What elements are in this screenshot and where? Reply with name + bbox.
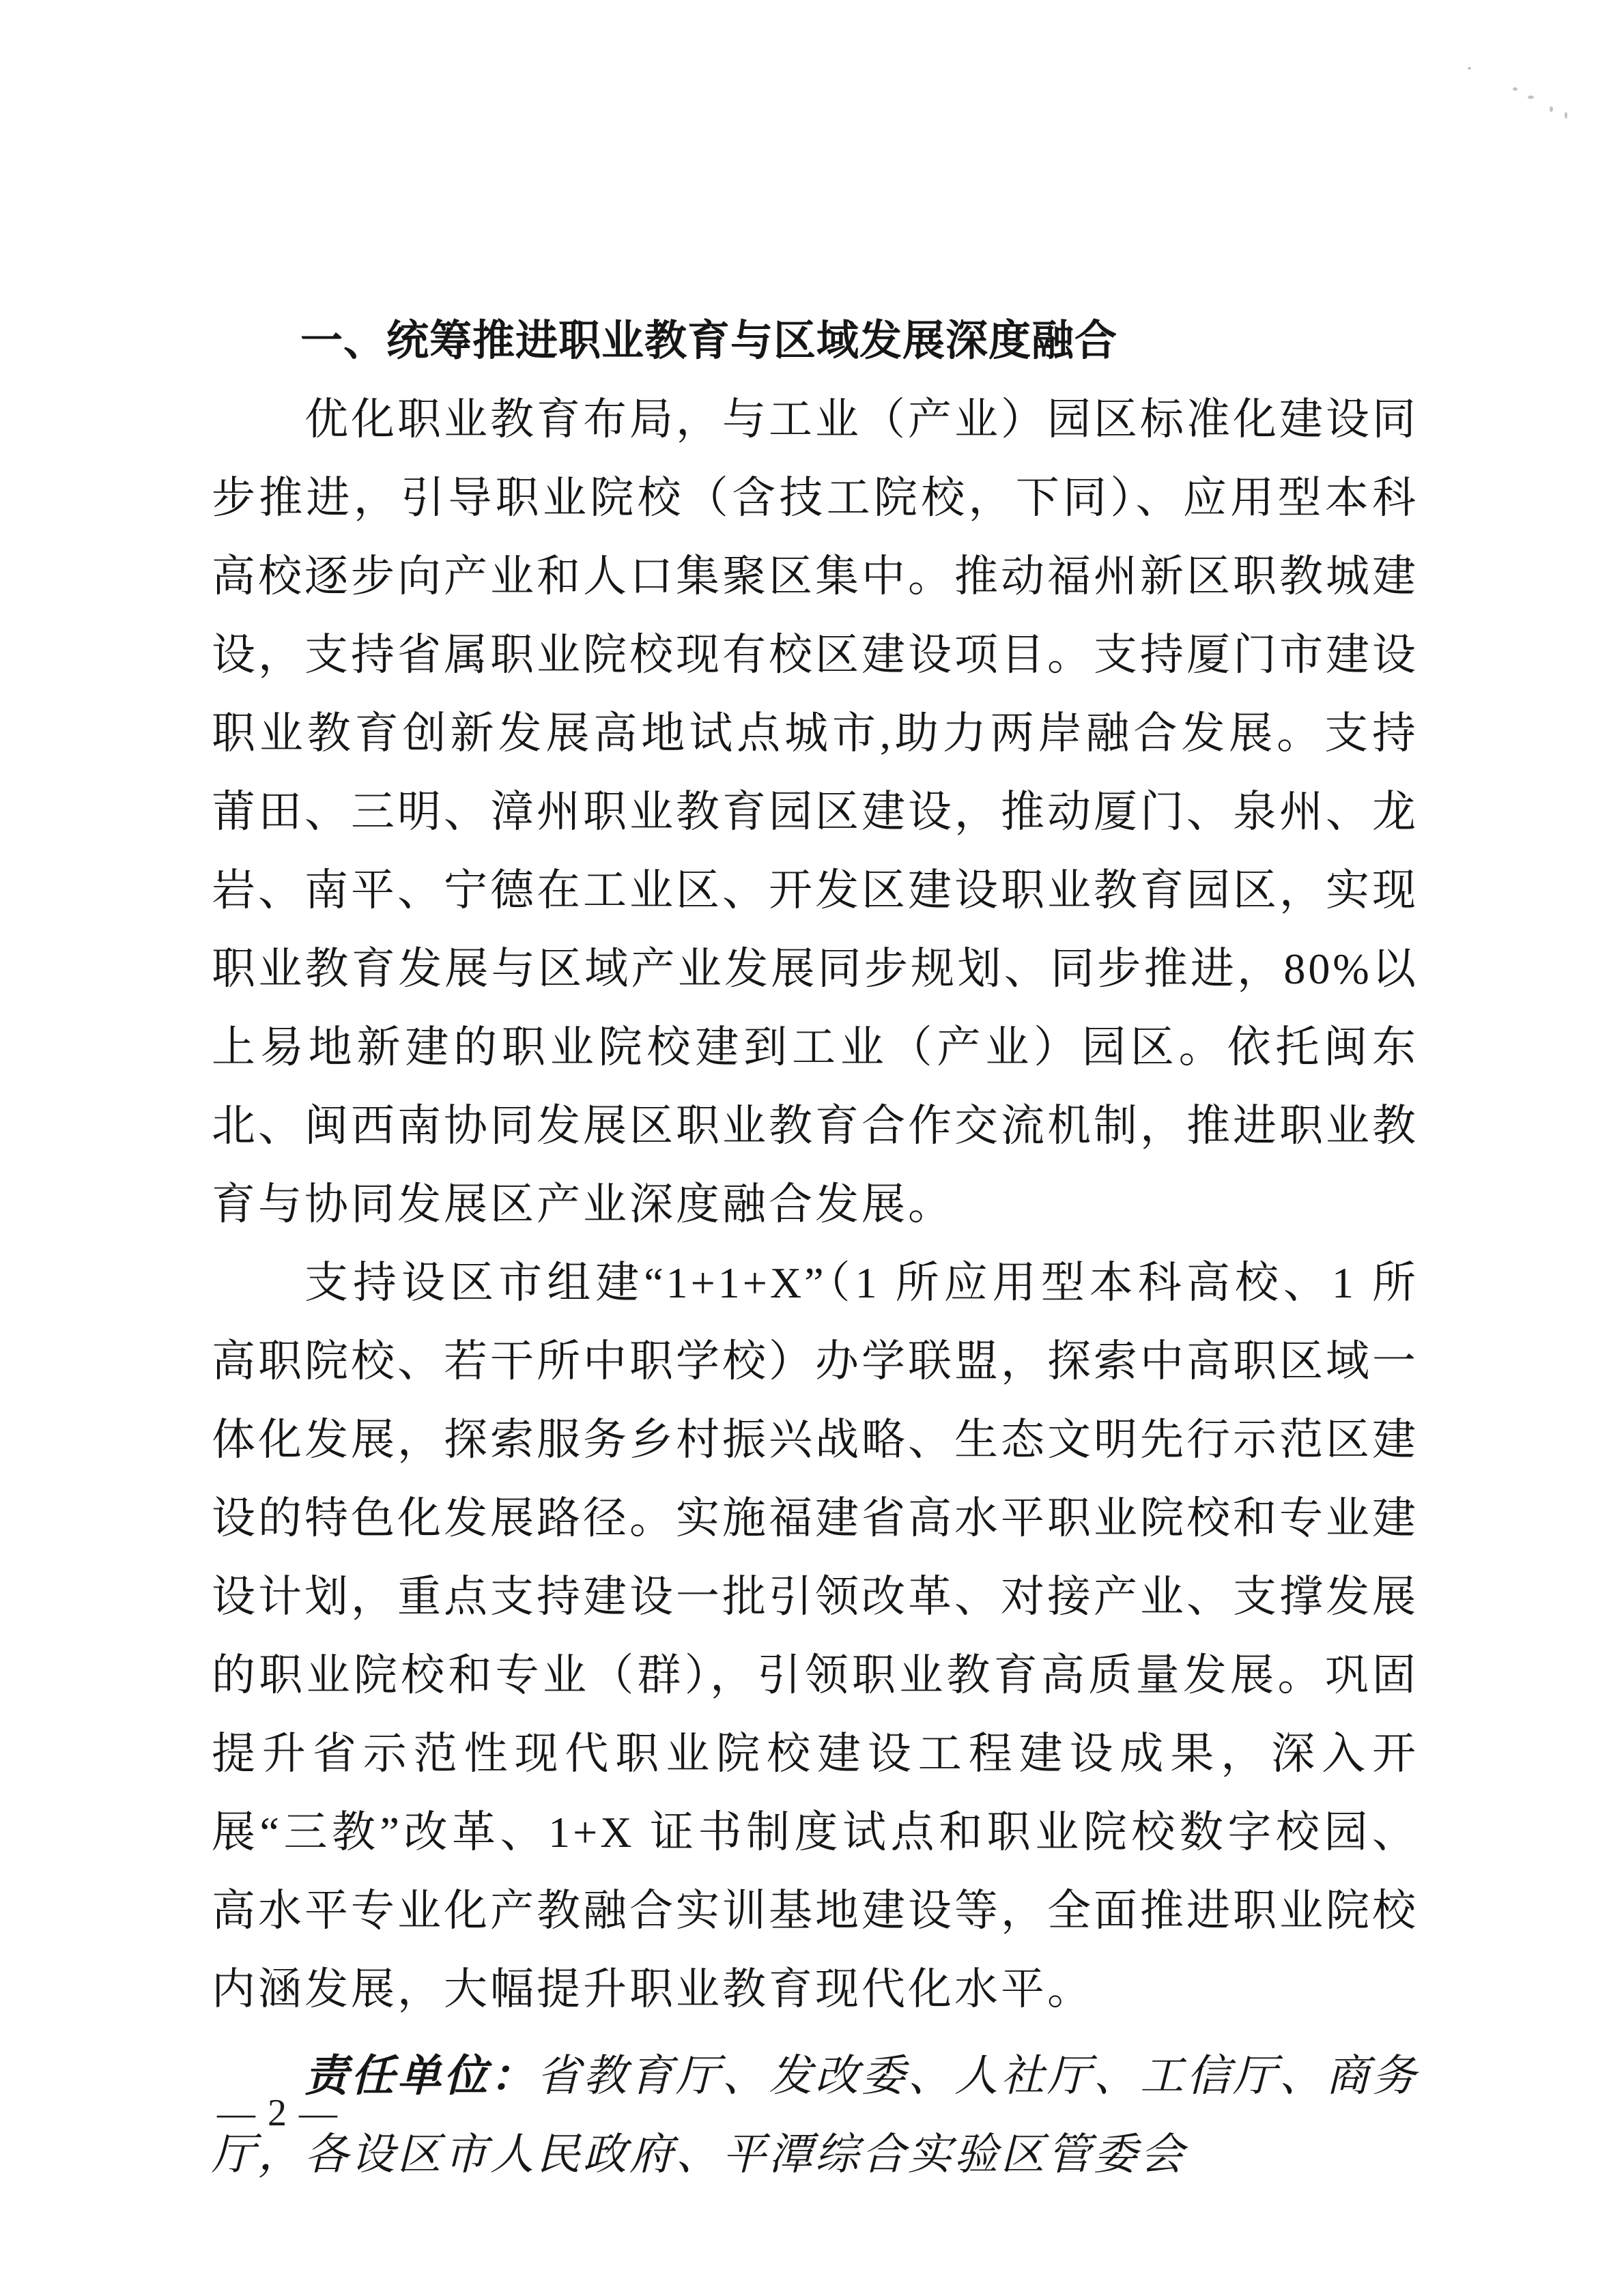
responsibility-label: 责任单位： (304, 2052, 537, 2100)
scan-speckle (1550, 106, 1553, 112)
paragraph-layout-integration: 优化职业教育布局，与工业（产业）园区标准化建设同步推进，引导职业院校（含技工院校，下同）、应用型本科高校逐步向产业和人口集聚区集中。推动福州新区职教城建设，支持省属职业院校现有校区建设项目。支持厦门市建设职业教育创新发展高地试点城市,助力两岸融合发展。支持莆田、三明、漳州职业教育园区建设，推动厦门、泉州、龙岩、南平、宁德在工业区、开发区建设职业教育园区，实现职业教育发展与区域产业发展同步规划、同步推进，80%以上易地新建的职业院校建到工业（产业）园区。依托闽东北、闽西南协同发展区职业教育合作交流机制，推进职业教育与协同发展区产业深度融合发展。 (212, 395, 1419, 1229)
responsibility-units: 省教育厅、发改委、人社厅、工信厅、商务厅，各设区市人民政府、平潭综合实验区管委会 (212, 2052, 1419, 2179)
section-heading: 一、统筹推进职业教育与区域发展深度融合 (300, 317, 1118, 364)
paragraph-alliance-quality: 支持设区市组建“1+1+X”（1 所应用型本科高校、1 所高职院校、若干所中职学校）办学联盟，探索中高职区域一体化发展，探索服务乡村振兴战略、生态文明先行示范区建设的特色化发展路径。实施福建省高水平职业院校和专业建设计划，重点支持建设一批引领改革、对接产业、支撑发展的职业院校和专业（群），引领职业教育高质量发展。巩固提升省示范性现代职业院校建设工程建设成果，深入开展“三教”改革、1+X 证书制度试点和职业院校数字校园、高水平专业化产教融合实训基地建设等，全面推进职业院校内涵发展，大幅提升职业教育现代化水平。 (212, 1259, 1419, 2013)
scan-speckle (1528, 96, 1534, 99)
scan-speckle (1513, 87, 1518, 91)
document-body (212, 302, 1419, 2194)
scan-speckle (1565, 112, 1567, 119)
scan-speckle (1468, 67, 1471, 70)
responsibility-paragraph (212, 2037, 1419, 2194)
page-number-footer: — 2 — (217, 2092, 339, 2134)
